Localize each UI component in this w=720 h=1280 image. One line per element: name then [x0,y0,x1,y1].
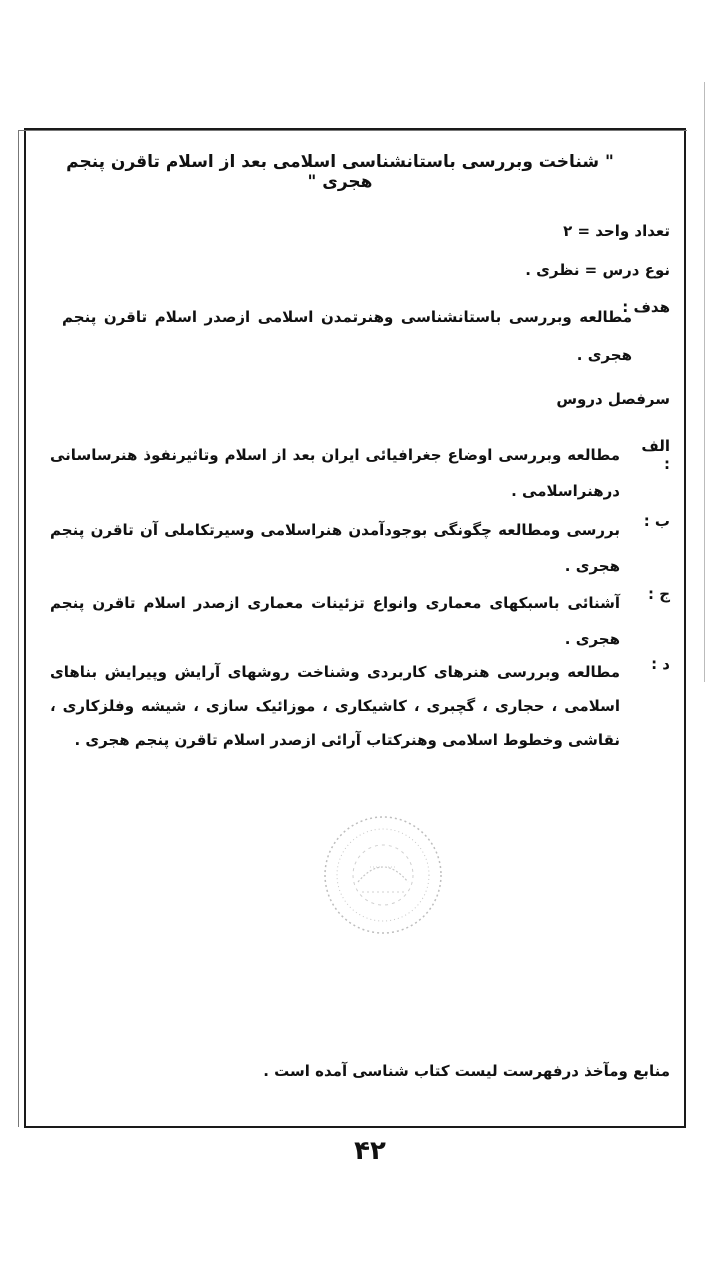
item-text: آشنائی باسبکهای معماری وانواع تزئینات معماری ازصدر اسلام تاقرن پنجم هجری . [50,594,620,648]
goal-label: هدف : [622,298,670,316]
item-marker: ج : [647,585,670,603]
page-number: ۴۲ [354,1136,386,1166]
item-text: مطالعه وبررسی هنرهای کاربردی وشناخت روشهای آرایش وپیرایش بناهای اسلامی ، حجاری ، گچبری ، کاشیکاری ، موزائیک سازی ، شیشه وفلزکاری ، نقاشی وخطوط اسلامی وهنرکتاب آرائی ازصدر اسلام تاقرن پنجم هجری . [50,663,620,749]
page-edge-line [704,82,705,682]
item-marker: الف : [641,437,670,473]
seal-stamp-icon [320,812,446,938]
item-marker: د : [651,655,670,673]
course-type-line: نوع درس = نظری . [525,261,670,279]
section-heading: سرفصل دروس [556,390,670,408]
item-text: مطالعه وبررسی اوضاع جغرافیائی ایران بعد از اسلام وتاثیرنفوذ هنرساسانی درهنراسلامی . [50,446,620,500]
sources-line: منابع ومآخذ درفهرست لیست کتاب شناسی آمده است . [263,1062,670,1080]
document-title: " شناخت وبررسی باستانشناسی اسلامی بعد از اسلام تاقرن پنجم هجری " [66,152,614,192]
goal-text: مطالعه وبررسی باستانشناسی وهنرتمدن اسلامی ازصدر اسلام تاقرن پنجم هجری . [62,308,632,364]
item-text: بررسی ومطالعه چگونگی بوجودآمدن هنراسلامی وسیرتکاملی آن تاقرن پنجم هجری . [50,521,620,575]
item-marker: ب : [643,512,670,530]
units-line: تعداد واحد = ۲ [563,222,670,240]
